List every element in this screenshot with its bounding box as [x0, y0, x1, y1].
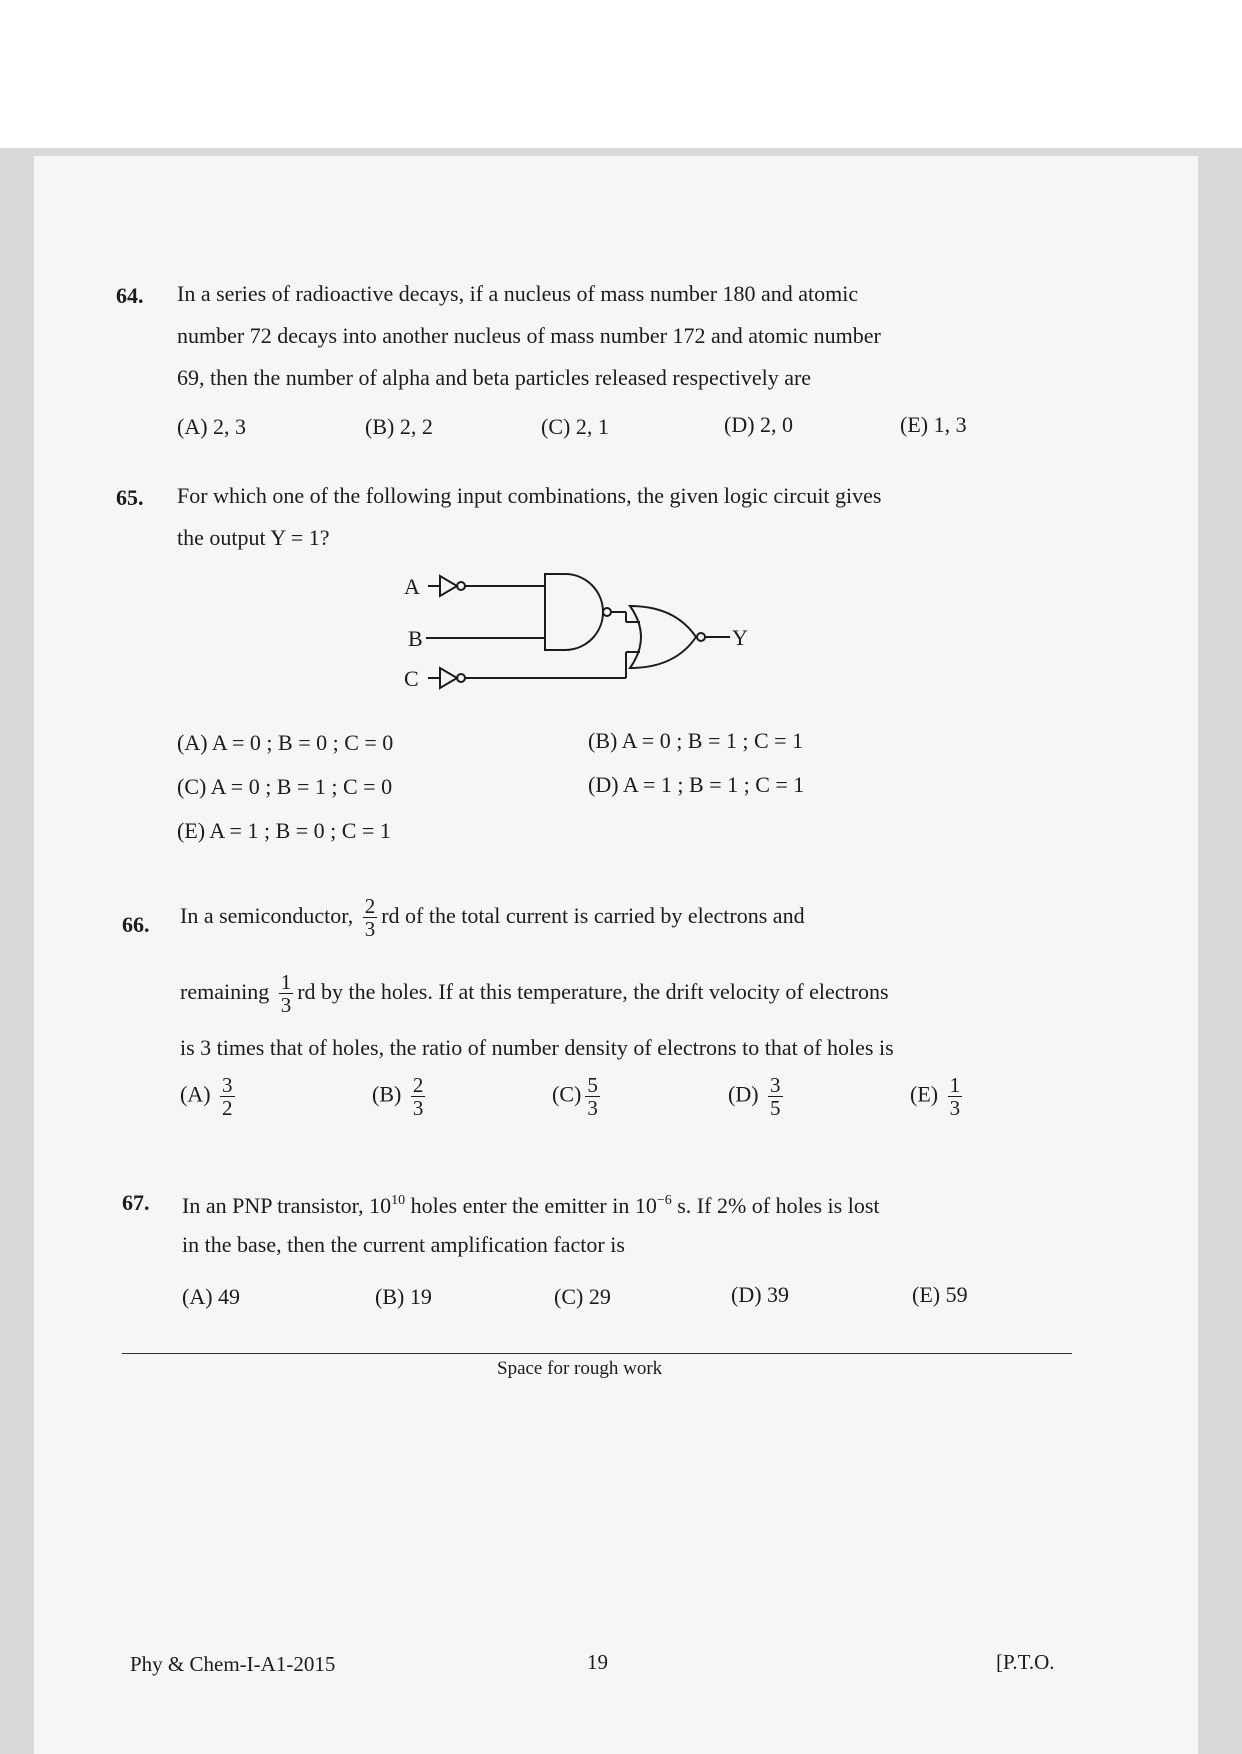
question-text-line: remaining $\frac{1}{3}$ rd by the holes. If at this temperature, the drift velocity of electrons — [180, 970, 889, 1018]
fraction: $\frac{1}{3}$ — [280, 970, 292, 1018]
answer-option: (E) A = 1 ; B = 0 ; C = 1 — [177, 818, 391, 843]
answer-option: (A) $\frac{3}{2}$ — [180, 1073, 233, 1120]
answer-option: (E) 1, 3 — [900, 412, 967, 437]
answer-option: (D) 39 — [731, 1282, 790, 1307]
rough-work-label: Space for rough work — [497, 1358, 663, 1379]
page-sheet — [34, 156, 1198, 1754]
answer-option: (B) 2, 2 — [365, 414, 433, 439]
answer-option: (B) 19 — [375, 1284, 432, 1309]
circuit-label-y: Y — [732, 625, 748, 650]
circuit-label-c: C — [404, 666, 419, 691]
footer-pto: [P.T.O. — [996, 1650, 1055, 1674]
answer-option: (E) $\frac{1}{3}$ — [910, 1073, 961, 1120]
answer-option: (C) 29 — [554, 1284, 611, 1309]
answer-option: (D) A = 1 ; B = 1 ; C = 1 — [588, 772, 805, 797]
question-text-line: number 72 decays into another nucleus of mass number 172 and atomic number — [177, 323, 881, 348]
question-text-line: in the base, then the current amplification factor is — [182, 1232, 625, 1257]
question-number: 67. — [122, 1190, 150, 1215]
answer-option: (C) 2, 1 — [541, 414, 609, 439]
question-text-line: 69, then the number of alpha and beta particles released respectively are — [177, 365, 812, 390]
page-number: 19 — [587, 1650, 608, 1674]
question-number: 66. — [122, 912, 150, 937]
answer-option: (A) 2, 3 — [177, 414, 247, 439]
divider — [122, 1353, 1072, 1354]
question-text-line: In a semiconductor, $\frac{2}{3}$ rd of the total current is carried by electrons and — [180, 894, 805, 942]
logic-circuit-diagram — [390, 562, 830, 702]
answer-option: (A) A = 0 ; B = 0 ; C = 0 — [177, 730, 394, 755]
question-text-line: the output Y = 1? — [177, 525, 330, 550]
answer-option: (C) A = 0 ; B = 1 ; C = 0 — [177, 774, 393, 799]
answer-option: (D) $\frac{3}{5}$ — [728, 1073, 781, 1120]
fraction: $\frac{2}{3}$ — [364, 894, 376, 942]
answer-option: (B) $\frac{2}{3}$ — [372, 1073, 424, 1120]
question-text-line: is 3 times that of holes, the ratio of number density of electrons to that of holes is — [180, 1035, 894, 1060]
question-text-line: In an PNP transistor, $10^{10}$ holes enter the emitter in $10^{-6}$ s. If 2% of holes is lost — [182, 1193, 880, 1218]
answer-option: (B) A = 0 ; B = 1 ; C = 1 — [588, 728, 804, 753]
question-text-line: In a series of radioactive decays, if a nucleus of mass number 180 and atomic — [177, 281, 859, 306]
answer-option: (D) 2, 0 — [724, 412, 794, 437]
answer-option: (E) 59 — [912, 1282, 968, 1307]
answer-option: (C) $\frac{5}{3}$ — [552, 1073, 598, 1120]
answer-option: (A) 49 — [182, 1284, 241, 1309]
footer-code: Phy & Chem-I-A1-2015 — [130, 1652, 336, 1676]
question-text-line: For which one of the following input combinations, the given logic circuit gives — [177, 483, 882, 508]
circuit-label-b: B — [408, 626, 423, 651]
circuit-label-a: A — [404, 574, 420, 599]
question-number: 64. — [116, 283, 144, 308]
question-number: 65. — [116, 485, 144, 510]
